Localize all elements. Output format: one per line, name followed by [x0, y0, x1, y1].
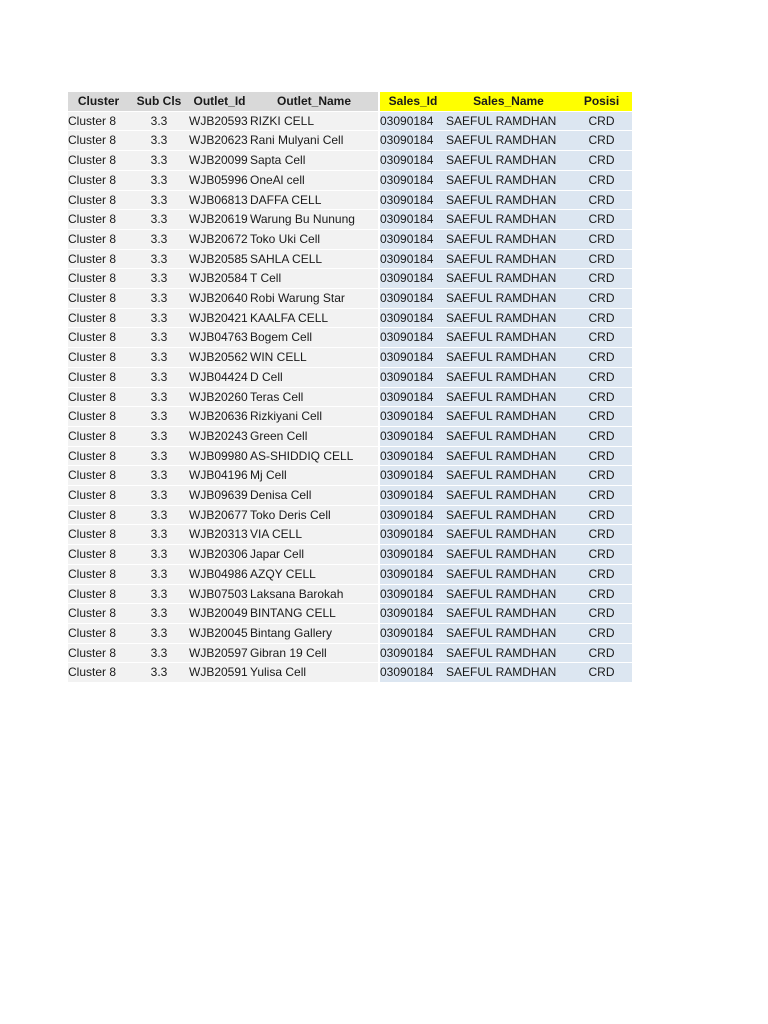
cell-posisi: CRD: [571, 289, 632, 309]
cell-cluster: Cluster 8: [68, 328, 129, 348]
cell-sales-name: SAEFUL RAMDHAN: [446, 604, 571, 624]
cell-cluster: Cluster 8: [68, 269, 129, 289]
cell-sales-name: SAEFUL RAMDHAN: [446, 387, 571, 407]
cell-posisi: CRD: [571, 229, 632, 249]
cell-outlet-id: WJB09639: [189, 486, 250, 506]
cell-outlet-id: WJB20623: [189, 131, 250, 151]
cell-sub-cls: 3.3: [129, 269, 189, 289]
cell-outlet-id: WJB20672: [189, 229, 250, 249]
table-row: [68, 466, 632, 486]
cell-cluster: Cluster 8: [68, 289, 129, 309]
cell-outlet-id: WJB20640: [189, 289, 250, 309]
cell-sales-name: SAEFUL RAMDHAN: [446, 170, 571, 190]
cell-sales-name: SAEFUL RAMDHAN: [446, 348, 571, 368]
cell-sales-id: 03090184: [379, 249, 446, 269]
cell-outlet-id: WJB20636: [189, 407, 250, 427]
cell-cluster: Cluster 8: [68, 466, 129, 486]
cell-cluster: Cluster 8: [68, 407, 129, 427]
cell-posisi: CRD: [571, 269, 632, 289]
cell-posisi: CRD: [571, 623, 632, 643]
table-row: [68, 387, 632, 407]
cell-outlet-name: Rizkiyani Cell: [250, 407, 379, 427]
cell-sales-name: SAEFUL RAMDHAN: [446, 229, 571, 249]
cell-sub-cls: 3.3: [129, 446, 189, 466]
cell-sales-name: SAEFUL RAMDHAN: [446, 269, 571, 289]
table-body: [68, 111, 632, 682]
cell-sales-id: 03090184: [379, 210, 446, 230]
cell-outlet-name: Denisa Cell: [250, 486, 379, 506]
cell-cluster: Cluster 8: [68, 564, 129, 584]
cell-outlet-id: WJB07503: [189, 584, 250, 604]
cell-outlet-id: WJB20677: [189, 505, 250, 525]
cell-outlet-name: D Cell: [250, 367, 379, 387]
cell-outlet-name: Toko Deris Cell: [250, 505, 379, 525]
table-row: [68, 269, 632, 289]
cell-posisi: CRD: [571, 505, 632, 525]
cell-sub-cls: 3.3: [129, 407, 189, 427]
table-row: [68, 151, 632, 171]
cell-outlet-name: Laksana Barokah: [250, 584, 379, 604]
table-row: [68, 564, 632, 584]
cell-sales-id: 03090184: [379, 229, 446, 249]
cell-cluster: Cluster 8: [68, 210, 129, 230]
cell-outlet-id: WJB09980: [189, 446, 250, 466]
cell-outlet-name: Mj Cell: [250, 466, 379, 486]
cell-outlet-id: WJB04763: [189, 328, 250, 348]
cell-posisi: CRD: [571, 446, 632, 466]
table-row: [68, 210, 632, 230]
cell-sales-name: SAEFUL RAMDHAN: [446, 623, 571, 643]
cell-sales-name: SAEFUL RAMDHAN: [446, 407, 571, 427]
cell-outlet-id: WJB20049: [189, 604, 250, 624]
cell-cluster: Cluster 8: [68, 663, 129, 683]
cell-posisi: CRD: [571, 466, 632, 486]
table-row: [68, 584, 632, 604]
cell-outlet-id: WJB20597: [189, 643, 250, 663]
table-row: [68, 426, 632, 446]
cell-sub-cls: 3.3: [129, 387, 189, 407]
cell-sub-cls: 3.3: [129, 486, 189, 506]
cell-sub-cls: 3.3: [129, 229, 189, 249]
cell-sub-cls: 3.3: [129, 170, 189, 190]
cell-cluster: Cluster 8: [68, 525, 129, 545]
header-sales-id: Sales_Id: [379, 92, 446, 111]
cell-sales-name: SAEFUL RAMDHAN: [446, 505, 571, 525]
cell-cluster: Cluster 8: [68, 170, 129, 190]
cell-outlet-name: SAHLA CELL: [250, 249, 379, 269]
cell-posisi: CRD: [571, 348, 632, 368]
cell-posisi: CRD: [571, 210, 632, 230]
cell-sub-cls: 3.3: [129, 545, 189, 565]
cell-posisi: CRD: [571, 604, 632, 624]
cell-sales-id: 03090184: [379, 407, 446, 427]
table-row: [68, 446, 632, 466]
cell-outlet-id: WJB06813: [189, 190, 250, 210]
table-row: [68, 308, 632, 328]
cell-outlet-id: WJB20591: [189, 663, 250, 683]
cell-outlet-id: WJB20099: [189, 151, 250, 171]
cell-outlet-name: Rani Mulyani Cell: [250, 131, 379, 151]
cell-sales-name: SAEFUL RAMDHAN: [446, 584, 571, 604]
cell-outlet-id: WJB20260: [189, 387, 250, 407]
cell-sales-id: 03090184: [379, 426, 446, 446]
cell-cluster: Cluster 8: [68, 111, 129, 131]
cell-sales-name: SAEFUL RAMDHAN: [446, 426, 571, 446]
cell-sub-cls: 3.3: [129, 328, 189, 348]
cell-sales-name: SAEFUL RAMDHAN: [446, 131, 571, 151]
cell-outlet-id: WJB20584: [189, 269, 250, 289]
header-row: [68, 92, 632, 111]
cell-sales-name: SAEFUL RAMDHAN: [446, 525, 571, 545]
cell-sales-id: 03090184: [379, 131, 446, 151]
table-row: [68, 190, 632, 210]
cell-outlet-name: KAALFA CELL: [250, 308, 379, 328]
cell-outlet-name: RIZKI CELL: [250, 111, 379, 131]
cell-sub-cls: 3.3: [129, 249, 189, 269]
cell-sales-id: 03090184: [379, 584, 446, 604]
cell-sales-id: 03090184: [379, 348, 446, 368]
cell-sales-name: SAEFUL RAMDHAN: [446, 151, 571, 171]
cell-outlet-id: WJB20593: [189, 111, 250, 131]
cell-outlet-name: T Cell: [250, 269, 379, 289]
cell-outlet-id: WJB20313: [189, 525, 250, 545]
table-row: [68, 249, 632, 269]
cell-sub-cls: 3.3: [129, 289, 189, 309]
table-row: [68, 328, 632, 348]
cell-sales-id: 03090184: [379, 308, 446, 328]
table-row: [68, 367, 632, 387]
cell-sub-cls: 3.3: [129, 426, 189, 446]
cell-sub-cls: 3.3: [129, 623, 189, 643]
cell-posisi: CRD: [571, 367, 632, 387]
cell-posisi: CRD: [571, 426, 632, 446]
cell-sub-cls: 3.3: [129, 151, 189, 171]
cell-outlet-name: DAFFA CELL: [250, 190, 379, 210]
cell-outlet-id: WJB20421: [189, 308, 250, 328]
cell-posisi: CRD: [571, 111, 632, 131]
cell-posisi: CRD: [571, 564, 632, 584]
cell-sub-cls: 3.3: [129, 190, 189, 210]
header-posisi: Posisi: [571, 92, 632, 111]
cell-sales-id: 03090184: [379, 367, 446, 387]
header-outlet-name: Outlet_Name: [250, 92, 379, 111]
cell-outlet-id: WJB20585: [189, 249, 250, 269]
cell-posisi: CRD: [571, 249, 632, 269]
cell-outlet-id: WJB04196: [189, 466, 250, 486]
cell-cluster: Cluster 8: [68, 643, 129, 663]
cell-outlet-name: Robi Warung Star: [250, 289, 379, 309]
table-row: [68, 643, 632, 663]
cell-sub-cls: 3.3: [129, 604, 189, 624]
cell-sales-id: 03090184: [379, 466, 446, 486]
cell-cluster: Cluster 8: [68, 604, 129, 624]
cell-outlet-name: Warung Bu Nunung: [250, 210, 379, 230]
header-outlet-id: Outlet_Id: [189, 92, 250, 111]
cell-sales-id: 03090184: [379, 190, 446, 210]
cell-sales-id: 03090184: [379, 564, 446, 584]
cell-cluster: Cluster 8: [68, 367, 129, 387]
cell-posisi: CRD: [571, 486, 632, 506]
cell-sales-name: SAEFUL RAMDHAN: [446, 111, 571, 131]
cell-sales-name: SAEFUL RAMDHAN: [446, 289, 571, 309]
cell-sub-cls: 3.3: [129, 584, 189, 604]
cell-sales-name: SAEFUL RAMDHAN: [446, 545, 571, 565]
cell-cluster: Cluster 8: [68, 584, 129, 604]
cell-cluster: Cluster 8: [68, 545, 129, 565]
cell-posisi: CRD: [571, 387, 632, 407]
outlet-table: [68, 92, 632, 683]
cell-outlet-name: Green Cell: [250, 426, 379, 446]
cell-sales-id: 03090184: [379, 269, 446, 289]
cell-outlet-name: Gibran 19 Cell: [250, 643, 379, 663]
cell-sales-name: SAEFUL RAMDHAN: [446, 663, 571, 683]
cell-sales-name: SAEFUL RAMDHAN: [446, 328, 571, 348]
cell-sales-name: SAEFUL RAMDHAN: [446, 210, 571, 230]
cell-sales-id: 03090184: [379, 623, 446, 643]
cell-outlet-name: Sapta Cell: [250, 151, 379, 171]
cell-sales-id: 03090184: [379, 151, 446, 171]
cell-sales-name: SAEFUL RAMDHAN: [446, 643, 571, 663]
cell-outlet-name: Japar Cell: [250, 545, 379, 565]
cell-cluster: Cluster 8: [68, 151, 129, 171]
cell-sales-id: 03090184: [379, 328, 446, 348]
cell-sub-cls: 3.3: [129, 525, 189, 545]
cell-sub-cls: 3.3: [129, 564, 189, 584]
cell-outlet-name: AS-SHIDDIQ CELL: [250, 446, 379, 466]
table-row: [68, 505, 632, 525]
cell-sub-cls: 3.3: [129, 505, 189, 525]
table-row: [68, 229, 632, 249]
table-row: [68, 663, 632, 683]
cell-posisi: CRD: [571, 584, 632, 604]
cell-outlet-id: WJB04424: [189, 367, 250, 387]
cell-posisi: CRD: [571, 151, 632, 171]
cell-sales-name: SAEFUL RAMDHAN: [446, 190, 571, 210]
cell-sub-cls: 3.3: [129, 131, 189, 151]
cell-cluster: Cluster 8: [68, 387, 129, 407]
cell-sub-cls: 3.3: [129, 663, 189, 683]
header-sales-name: Sales_Name: [446, 92, 571, 111]
cell-posisi: CRD: [571, 663, 632, 683]
cell-cluster: Cluster 8: [68, 623, 129, 643]
table-row: [68, 289, 632, 309]
cell-sub-cls: 3.3: [129, 308, 189, 328]
header-sub-cls: Sub Cls: [129, 92, 189, 111]
cell-sales-id: 03090184: [379, 545, 446, 565]
cell-outlet-id: WJB20243: [189, 426, 250, 446]
table-row: [68, 111, 632, 131]
table-row: [68, 623, 632, 643]
cell-sales-id: 03090184: [379, 643, 446, 663]
cell-posisi: CRD: [571, 170, 632, 190]
cell-posisi: CRD: [571, 407, 632, 427]
cell-sales-id: 03090184: [379, 486, 446, 506]
cell-cluster: Cluster 8: [68, 446, 129, 466]
table-row: [68, 486, 632, 506]
cell-posisi: CRD: [571, 308, 632, 328]
cell-cluster: Cluster 8: [68, 229, 129, 249]
cell-sales-name: SAEFUL RAMDHAN: [446, 466, 571, 486]
cell-outlet-name: Yulisa Cell: [250, 663, 379, 683]
cell-outlet-id: WJB20562: [189, 348, 250, 368]
cell-cluster: Cluster 8: [68, 249, 129, 269]
cell-sales-name: SAEFUL RAMDHAN: [446, 249, 571, 269]
cell-cluster: Cluster 8: [68, 505, 129, 525]
cell-sales-id: 03090184: [379, 505, 446, 525]
cell-outlet-id: WJB20045: [189, 623, 250, 643]
cell-posisi: CRD: [571, 131, 632, 151]
table-row: [68, 348, 632, 368]
cell-sales-id: 03090184: [379, 604, 446, 624]
cell-outlet-name: Bintang Gallery: [250, 623, 379, 643]
cell-outlet-name: VIA CELL: [250, 525, 379, 545]
cell-sub-cls: 3.3: [129, 111, 189, 131]
cell-sales-name: SAEFUL RAMDHAN: [446, 486, 571, 506]
header-cluster: Cluster: [68, 92, 129, 111]
cell-outlet-name: Toko Uki Cell: [250, 229, 379, 249]
cell-sub-cls: 3.3: [129, 643, 189, 663]
cell-cluster: Cluster 8: [68, 190, 129, 210]
cell-sales-id: 03090184: [379, 111, 446, 131]
cell-outlet-name: AZQY CELL: [250, 564, 379, 584]
cell-sub-cls: 3.3: [129, 348, 189, 368]
cell-outlet-id: WJB20619: [189, 210, 250, 230]
cell-sub-cls: 3.3: [129, 367, 189, 387]
cell-posisi: CRD: [571, 643, 632, 663]
cell-sales-name: SAEFUL RAMDHAN: [446, 564, 571, 584]
table-row: [68, 545, 632, 565]
table-row: [68, 170, 632, 190]
cell-sales-id: 03090184: [379, 170, 446, 190]
table-row: [68, 407, 632, 427]
cell-cluster: Cluster 8: [68, 308, 129, 328]
cell-outlet-name: BINTANG CELL: [250, 604, 379, 624]
cell-sales-id: 03090184: [379, 387, 446, 407]
cell-posisi: CRD: [571, 525, 632, 545]
cell-sales-id: 03090184: [379, 663, 446, 683]
cell-sales-id: 03090184: [379, 289, 446, 309]
cell-sales-name: SAEFUL RAMDHAN: [446, 308, 571, 328]
cell-outlet-id: WJB05996: [189, 170, 250, 190]
cell-outlet-name: WIN CELL: [250, 348, 379, 368]
table-row: [68, 604, 632, 624]
cell-posisi: CRD: [571, 190, 632, 210]
cell-outlet-name: OneAl cell: [250, 170, 379, 190]
table-row: [68, 131, 632, 151]
cell-cluster: Cluster 8: [68, 426, 129, 446]
cell-posisi: CRD: [571, 545, 632, 565]
cell-cluster: Cluster 8: [68, 486, 129, 506]
cell-sub-cls: 3.3: [129, 466, 189, 486]
cell-outlet-name: Teras Cell: [250, 387, 379, 407]
table-row: [68, 525, 632, 545]
cell-sales-id: 03090184: [379, 525, 446, 545]
cell-sales-name: SAEFUL RAMDHAN: [446, 446, 571, 466]
cell-cluster: Cluster 8: [68, 348, 129, 368]
cell-sales-name: SAEFUL RAMDHAN: [446, 367, 571, 387]
cell-outlet-name: Bogem Cell: [250, 328, 379, 348]
cell-outlet-id: WJB20306: [189, 545, 250, 565]
cell-cluster: Cluster 8: [68, 131, 129, 151]
cell-outlet-id: WJB04986: [189, 564, 250, 584]
cell-sales-id: 03090184: [379, 446, 446, 466]
cell-posisi: CRD: [571, 328, 632, 348]
cell-sub-cls: 3.3: [129, 210, 189, 230]
